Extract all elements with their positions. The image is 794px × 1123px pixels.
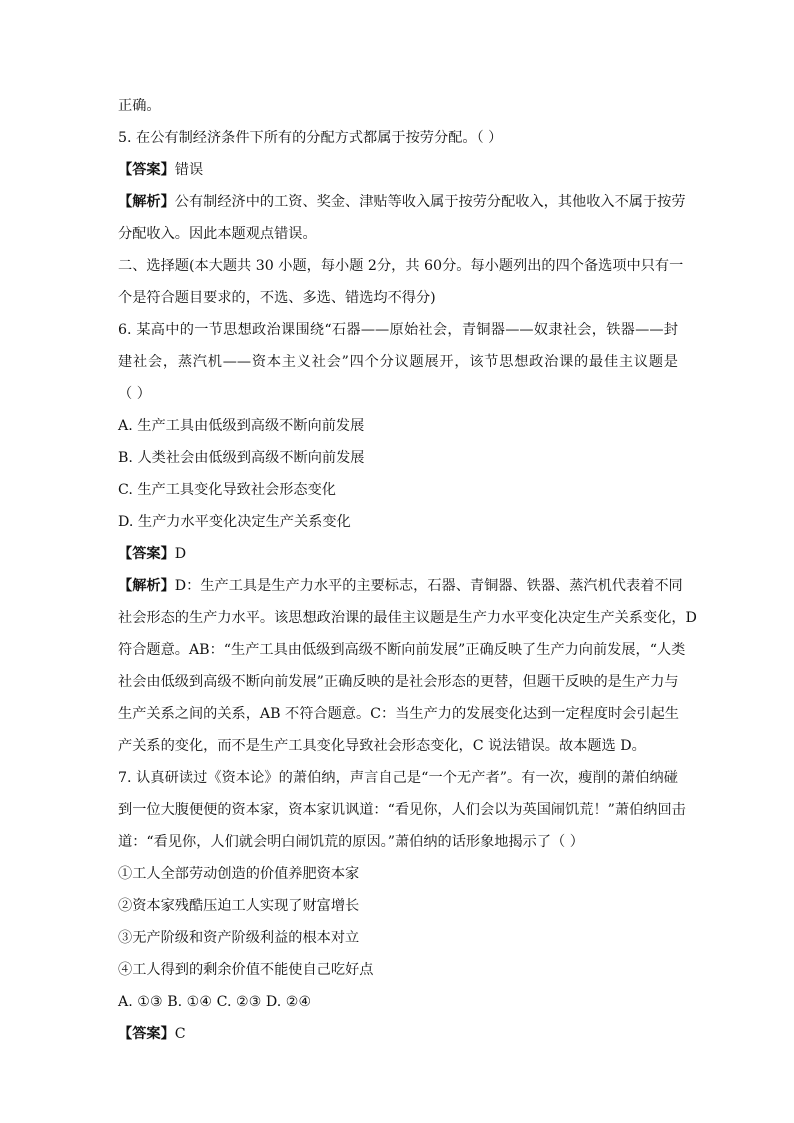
answer-tag: 【答案】 — [118, 162, 175, 178]
question-7-stem-line-3: 道：“看见你，人们就会明白闹饥荒的原因。”萧伯纳的话形象地揭示了（ ） — [118, 834, 584, 850]
question-5-stem: 5. 在公有制经济条件下所有的分配方式都属于按劳分配。（ ） — [118, 130, 503, 146]
question-7-item-3: ③无产阶级和资产阶级利益的根本对立 — [118, 930, 360, 946]
question-6-stem-line-2: 建社会，蒸汽机——资本主义社会”四个分议题展开，该节思想政治课的最佳主议题是 — [118, 354, 678, 370]
answer-value: C — [174, 1026, 186, 1042]
question-6-analysis-line-5: 生产关系之间的关系，AB 不符合题意。C：当生产力的发展变化达到一定程度时会引起生 — [118, 706, 679, 722]
question-6-stem-line-1: 6. 某高中的一节思想政治课围绕“石器——原始社会，青铜器——奴隶社会，铁器——封 — [118, 322, 678, 338]
question-5-answer — [118, 160, 203, 180]
question-6-option-b: B. 人类社会由低级到高级不断向前发展 — [118, 450, 365, 466]
answer-value: 错误 — [174, 162, 204, 178]
question-7-answer — [118, 1024, 186, 1044]
question-6-analysis-line-6: 产关系的变化，而不是生产工具变化导致社会形态变化，C 说法错误。故本题选 D。 — [118, 738, 646, 754]
section-2-heading-line-1: 二、选择题(本大题共 30 小题，每小题 2分，共 60分。每小题列出的四个备选项中只有一 — [118, 258, 684, 274]
question-7-options: A. ①③ B. ①④ C. ②③ D. ②④ — [118, 994, 312, 1010]
question-7-stem-line-1: 7. 认真研读过《资本论》的萧伯纳，声言自己是“一个无产者”。有一次，瘦削的萧伯纳碰 — [118, 770, 678, 786]
question-6-option-d: D. 生产力水平变化决定生产关系变化 — [118, 514, 351, 530]
section-2-heading-line-2: 个是符合题目要求的，不选、多选、错选均不得分) — [118, 290, 436, 306]
question-6-analysis-line-3: 符合题意。AB：“生产工具由低级到高级不断向前发展”正确反映了生产力向前发展，“人类 — [118, 642, 686, 658]
question-7-stem-line-2: 到一位大腹便便的资本家，资本家讥讽道：“看见你，人们会以为英国闹饥荒！”萧伯纳回击 — [118, 802, 686, 818]
question-6-option-a: A. 生产工具由低级到高级不断向前发展 — [118, 418, 365, 434]
question-5-analysis-line-2: 分配收入。因此本题观点错误。 — [118, 226, 317, 242]
question-7-item-1: ①工人全部劳动创造的价值养肥资本家 — [118, 866, 360, 882]
analysis-tag: 【解析】 — [118, 578, 175, 594]
question-6-answer — [118, 544, 186, 564]
question-5-analysis-line-1: 【解析】公有制经济中的工资、奖金、津贴等收入属于按劳分配收入，其他收入不属于按劳 — [118, 194, 686, 210]
question-6-option-c: C. 生产工具变化导致社会形态变化 — [118, 482, 336, 498]
answer-tag: 【答案】 — [118, 1026, 175, 1042]
previous-answer-tail: 正确。 — [118, 98, 161, 114]
question-6-analysis-line-4: 社会由低级到高级不断向前发展”正确反映的是社会形态的更替，但题干反映的是生产力与 — [118, 674, 679, 690]
answer-tag: 【答案】 — [118, 546, 175, 562]
question-7-item-4: ④工人得到的剩余价值不能使自己吃好点 — [118, 962, 374, 978]
analysis-tag: 【解析】 — [118, 194, 175, 210]
answer-value: D — [174, 546, 187, 562]
question-7-item-2: ②资本家残酷压迫工人实现了财富增长 — [118, 898, 360, 914]
question-6-analysis-line-1: 【解析】D：生产工具是生产力水平的主要标志，石器、青铜器、铁器、蒸汽机代表着不同 — [118, 578, 683, 594]
question-6-stem-line-3: （ ） — [118, 386, 151, 402]
question-6-analysis-line-2: 社会形态的生产力水平。该思想政治课的最佳主议题是生产力水平变化决定生产关系变化，D — [118, 610, 697, 626]
